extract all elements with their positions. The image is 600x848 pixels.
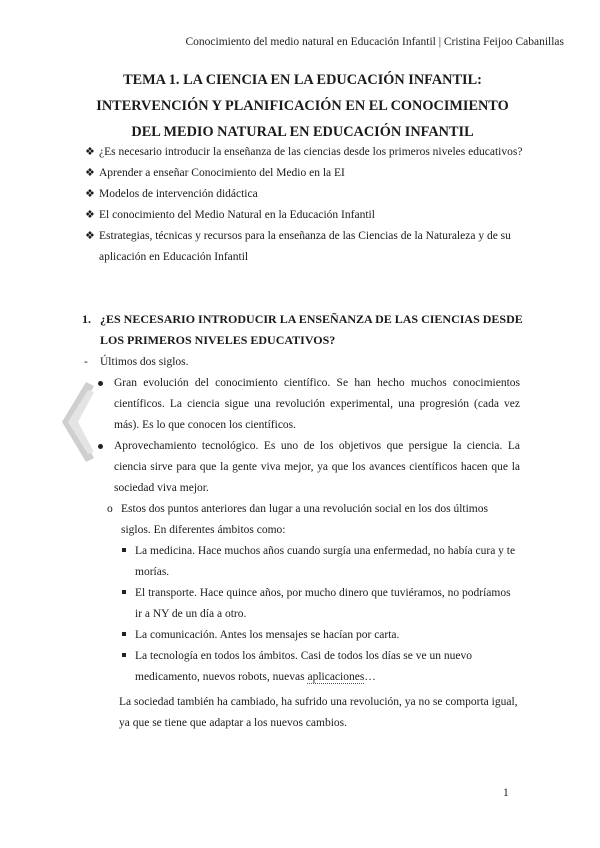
sub-list-item: [122, 541, 517, 583]
hyperlink-word[interactable]: aplicaciones: [307, 671, 365, 683]
closing-paragraph: La sociedad también ha cambiado, ha sufrido una revolución, ya no se comporta igual, ya que se tiene que adaptar a los nuevos cambios.: [119, 696, 518, 729]
title-line-1: TEMA 1. LA CIENCIA EN LA EDUCACIÓN INFANTIL:: [123, 72, 482, 88]
title-line-3: DEL MEDIO NATURAL EN EDUCACIÓN INFANTIL: [131, 124, 474, 140]
sub-list-text-main: La tecnología en todos los ámbitos. Casi de todos los días se ve un nuevo medicamento, nuevos robots, nuevas: [135, 650, 472, 683]
bullet-text: Gran evolución del conocimiento científico. Se han hecho muchos conocimientos científicos. La ciencia sigue una revolución experimental, una progresión (cada vez más). Es lo que conocen los científicos.: [114, 377, 520, 431]
sub-list-text: La comunicación. Antes los mensajes se hacían por carta.: [135, 629, 400, 641]
sub-list-item: [122, 583, 517, 625]
toc-item-text: Modelos de intervención didáctica: [99, 188, 258, 200]
bullet-text: Aprovechamiento tecnológico. Es uno de los objetivos que persigue la ciencia. La ciencia sirve para que la gente viva mejor, ya que los avances científicos hacen que la sociedad viva mejor.: [114, 440, 520, 494]
dash-item-text: Últimos dos siglos.: [100, 356, 189, 368]
toc-item: [85, 226, 525, 268]
toc-item: [85, 205, 525, 226]
dash-bullet-icon: -: [84, 356, 88, 368]
sub-bullet-item: [107, 499, 517, 541]
bullet-dot-icon: [98, 381, 103, 386]
title-line-2: INTERVENCIÓN Y PLANIFICACIÓN EN EL CONOCIMIENTO: [96, 98, 509, 114]
dash-item: [84, 352, 189, 373]
diamond-bullet-icon: ❖: [85, 230, 95, 242]
left-arrow-icon: [58, 382, 98, 462]
bullet-dot-icon: [98, 444, 103, 449]
toc-item: [85, 163, 525, 184]
diamond-bullet-icon: ❖: [85, 209, 95, 221]
square-bullet-icon: [122, 548, 126, 552]
sub-list-text: El transporte. Hace quince años, por mucho dinero que tuviéramos, no podríamos ir a NY de un día a otro.: [135, 587, 511, 620]
sub-bullet-text: Estos dos puntos anteriores dan lugar a una revolución social en los dos últimos siglos. En diferentes ámbitos como:: [121, 503, 488, 536]
section-number: 1.: [82, 312, 91, 326]
toc-item-text: Aprender a enseñar Conocimiento del Medio en la EI: [99, 167, 345, 179]
section-heading: [82, 309, 532, 351]
toc-item: [85, 142, 525, 163]
section-title-text: ¿ES NECESARIO INTRODUCIR LA ENSEÑANZA DE LAS CIENCIAS DESDE LOS PRIMEROS NIVELES EDUCATIVOS?: [100, 312, 523, 347]
diamond-bullet-icon: ❖: [85, 167, 95, 179]
ellipsis: …: [364, 671, 376, 683]
sub-list-text: La medicina. Hace muchos años cuando surgía una enfermedad, no había cura y te morías.: [135, 545, 516, 578]
diamond-bullet-icon: ❖: [85, 146, 95, 158]
toc-item-text: ¿Es necesario introducir la enseñanza de las ciencias desde los primeros niveles educativos?: [99, 146, 523, 158]
bullet-item: [100, 373, 520, 436]
toc-item-text: El conocimiento del Medio Natural en la Educación Infantil: [99, 209, 375, 221]
page-header: Conocimiento del medio natural en Educación Infantil | Cristina Feijoo Cabanillas: [185, 36, 564, 48]
sub-list-item: [122, 625, 517, 646]
diamond-bullet-icon: ❖: [85, 188, 95, 200]
toc-item-text: Estrategias, técnicas y recursos para la enseñanza de las Ciencias de la Naturaleza y de su aplicación en Educación Infantil: [99, 230, 511, 263]
sub-list-text: [122, 646, 517, 688]
page-number: 1: [503, 787, 509, 799]
circle-bullet-icon: o: [107, 503, 113, 515]
square-bullet-icon: [122, 632, 126, 636]
square-bullet-icon: [122, 653, 126, 657]
sub-list-item: [122, 646, 517, 688]
bullet-item: [100, 436, 520, 499]
square-bullet-icon: [122, 590, 126, 594]
topic-list: [85, 142, 525, 268]
toc-item: [85, 184, 525, 205]
document-title: [70, 67, 535, 145]
